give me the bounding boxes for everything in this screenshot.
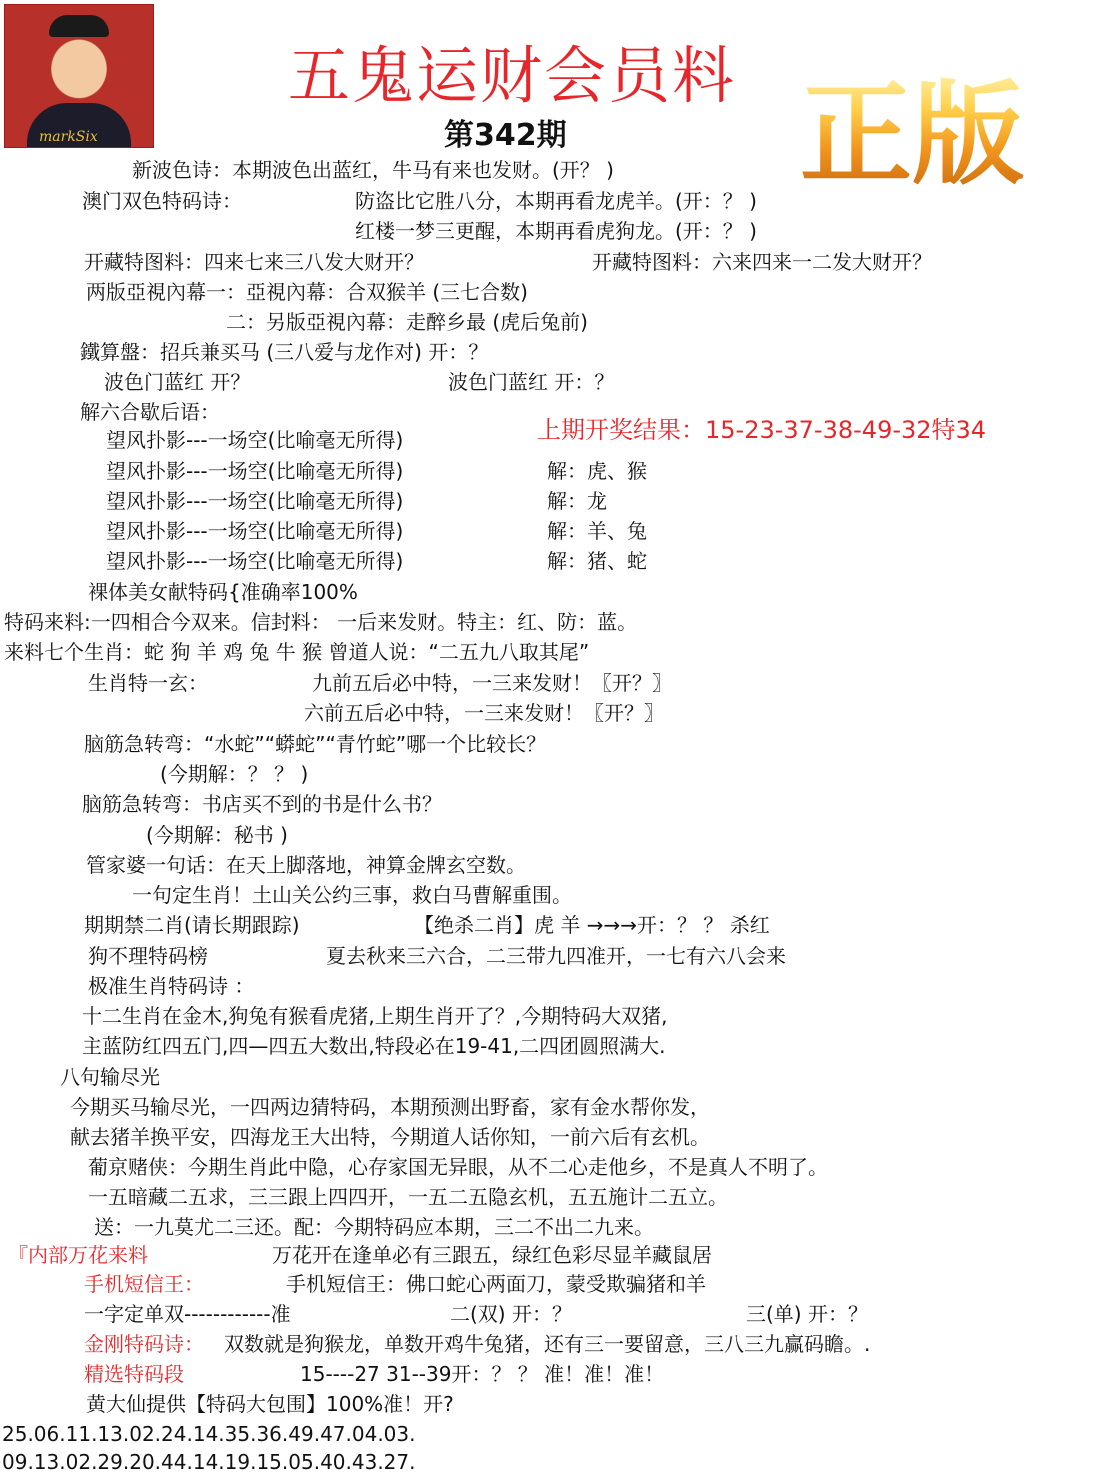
even-pick: 二(双) 开：？ <box>450 1302 572 1326</box>
riddle-line: 望风扑影---一场空(比喻毫无所得) <box>106 549 404 573</box>
number-list-1: 25.06.11.13.02.24.14.35.36.49.47.04.03. <box>2 1422 416 1446</box>
zodiac-mystery-line-1: 九前五后必中特，一三来发财！〖开？〗 <box>312 671 672 695</box>
macau-poem-label: 澳门双色特码诗： <box>82 189 242 213</box>
zodiac-mystery-label: 生肖特一玄： <box>88 671 208 695</box>
sms-king-label: 手机短信王： <box>84 1272 204 1296</box>
issue-number: 第342期 <box>444 118 567 153</box>
selected-segment-label: 精选特码段 <box>84 1362 184 1386</box>
zodiac-mystery-line-2: 六前五后必中特，一三来发财！〖开？〗 <box>304 701 664 725</box>
housekeeper-saying: 管家婆一句话：在天上脚落地，神算金牌玄空数。 <box>86 853 526 877</box>
gift-line: 送：一九莫尤二三还。配：今期特码应本期，三二不出二九来。 <box>94 1215 654 1239</box>
banned-zodiacs-label: 期期禁二肖(请长期跟踪) <box>84 913 300 937</box>
zodiac-poem-label: 极准生肖特码诗 ： <box>88 974 255 998</box>
brain-teaser-2: 脑筋急转弯：书店买不到的书是什么书？ <box>82 792 442 816</box>
brain-teaser-1-answer: (今期解：？ ？ ) <box>160 762 309 786</box>
riddle-line: 望风扑影---一场空(比喻毫无所得) <box>106 428 404 452</box>
portrait-caption: markSix <box>39 129 98 145</box>
authentic-badge: 正版 <box>800 70 1024 200</box>
riddle-line: 望风扑影---一场空(比喻毫无所得) <box>106 489 404 513</box>
portrait-photo <box>4 4 154 148</box>
banned-zodiacs: 【绝杀二肖】虎 羊 →→→开：？ ？ 杀红 <box>414 913 770 937</box>
portrait-hair <box>49 15 109 37</box>
eight-lines-label: 八句输尽光 <box>60 1065 160 1089</box>
riddle-answer: 解：猪、蛇 <box>547 549 647 573</box>
accuracy-claim: 裸体美女献特码{准确率100% <box>88 580 358 604</box>
lisboa-gambler-2: 一五暗藏二五求，三三跟上四四开，一五二五隐玄机，五五施计二五立。 <box>88 1185 728 1209</box>
one-line-zodiac: 一句定生肖！土山关公约三事，救白马曹解重围。 <box>132 883 572 907</box>
sms-king-verse: 手机短信王：佛口蛇心两面刀，蒙受欺骗猪和羊 <box>286 1272 706 1296</box>
hidden-chart-tip-1: 开藏特图料：四来七来三八发大财开？ <box>84 250 424 274</box>
riddle-line: 望风扑影---一场空(比喻毫无所得) <box>106 459 404 483</box>
lisboa-gambler: 葡京赌侠：今期生肖此中隐，心存家国无异眼，从不二心走他乡，不是真人不明了。 <box>88 1155 828 1179</box>
riddle-line: 望风扑影---一场空(比喻毫无所得) <box>106 519 404 543</box>
eight-lines-1: 今期买马输尽光，一四两边猜特码，本期预测出野畜，家有金水帮你发， <box>70 1095 710 1119</box>
macau-poem-line-2: 红楼一梦三更醒，本期再看虎狗龙。(开：？ ) <box>355 219 757 243</box>
riddle-answer: 解：羊、兔 <box>547 519 647 543</box>
iron-abacus: 鐵算盤：招兵兼买马 (三八爱与龙作对) 开：？ <box>80 340 489 364</box>
page-title: 五鬼运财会员料 <box>288 39 737 112</box>
zodiac-poem-line-2: 主蓝防红四五门,四—四五大数出,特段必在19-41,二四团圆照满大. <box>82 1034 666 1058</box>
riddle-answer: 解：虎、猴 <box>547 459 647 483</box>
wong-tai-sin-label: 黄大仙提供【特码大包围】100%准！开? <box>86 1392 454 1416</box>
wave-gate-1: 波色门蓝红 开？ <box>104 370 251 394</box>
atv-insider-1: 两版亞視內幕一：亞視內幕：合双猴羊 (三七合数) <box>86 280 528 304</box>
inside-flowers-verse: 万花开在逢单必有三跟五，绿红色彩尽显羊藏鼠居 <box>272 1243 712 1267</box>
dog-ignore-verse: 夏去秋来三六合，二三带九四准开，一七有六八会来 <box>326 944 786 968</box>
inside-flowers-label: 『内部万花来料 <box>8 1243 148 1267</box>
riddle-section-label: 解六合歇后语： <box>80 400 220 424</box>
atv-insider-2: 二：另版亞視內幕：走醉乡最 (虎后兔前) <box>226 310 588 334</box>
zodiac-poem-line-1: 十二生肖在金木,狗兔有猴看虎猪,上期生肖开了？,今期特码大双猪, <box>82 1004 668 1028</box>
selected-segment: 15----27 31--39开：？ ？ 准！准！准！ <box>300 1362 665 1386</box>
odd-even-label: 一字定单双------------准 <box>84 1302 291 1326</box>
seven-zodiacs: 来料七个生肖：蛇 狗 羊 鸡 兔 牛 猴 曾道人说：“二五九八取其尾” <box>4 640 590 664</box>
wave-gate-2: 波色门蓝红 开：？ <box>448 370 615 394</box>
riddle-answer: 解：龙 <box>547 489 607 513</box>
hidden-chart-tip-2: 开藏特图料：六来四来一二发大财开？ <box>592 250 932 274</box>
odd-pick: 三(单) 开：？ <box>746 1302 868 1326</box>
wave-color-poem: 新波色诗：本期波色出蓝红，牛马有来也发财。(开？ ) <box>132 158 614 182</box>
brain-teaser-1: 脑筋急转弯：“水蛇”“蟒蛇”“青竹蛇”哪一个比较长？ <box>84 732 547 756</box>
dog-ignore-label: 狗不理特码榜 <box>88 944 208 968</box>
macau-poem-line-1: 防盗比它胜八分，本期再看龙虎羊。(开：？ ) <box>355 189 757 213</box>
diamond-poem-label: 金刚特码诗： <box>84 1332 204 1356</box>
diamond-poem: 双数就是狗猴龙，单数开鸡牛兔猪，还有三一要留意，三八三九赢码瞻。. <box>224 1332 871 1356</box>
special-code-source: 特码来料:一四相合今双来。信封料： 一后来发财。特主：红、防：蓝。 <box>4 610 638 634</box>
number-list-2: 09.13.02.29.20.44.14.19.15.05.40.43.27. <box>2 1450 416 1474</box>
eight-lines-2: 献去猪羊换平安，四海龙王大出特，今期道人话你知，一前六后有玄机。 <box>70 1125 710 1149</box>
last-draw-result: 上期开奖结果：15-23-37-38-49-32特34 <box>537 416 987 444</box>
brain-teaser-2-answer: (今期解：秘书 ) <box>146 823 288 847</box>
